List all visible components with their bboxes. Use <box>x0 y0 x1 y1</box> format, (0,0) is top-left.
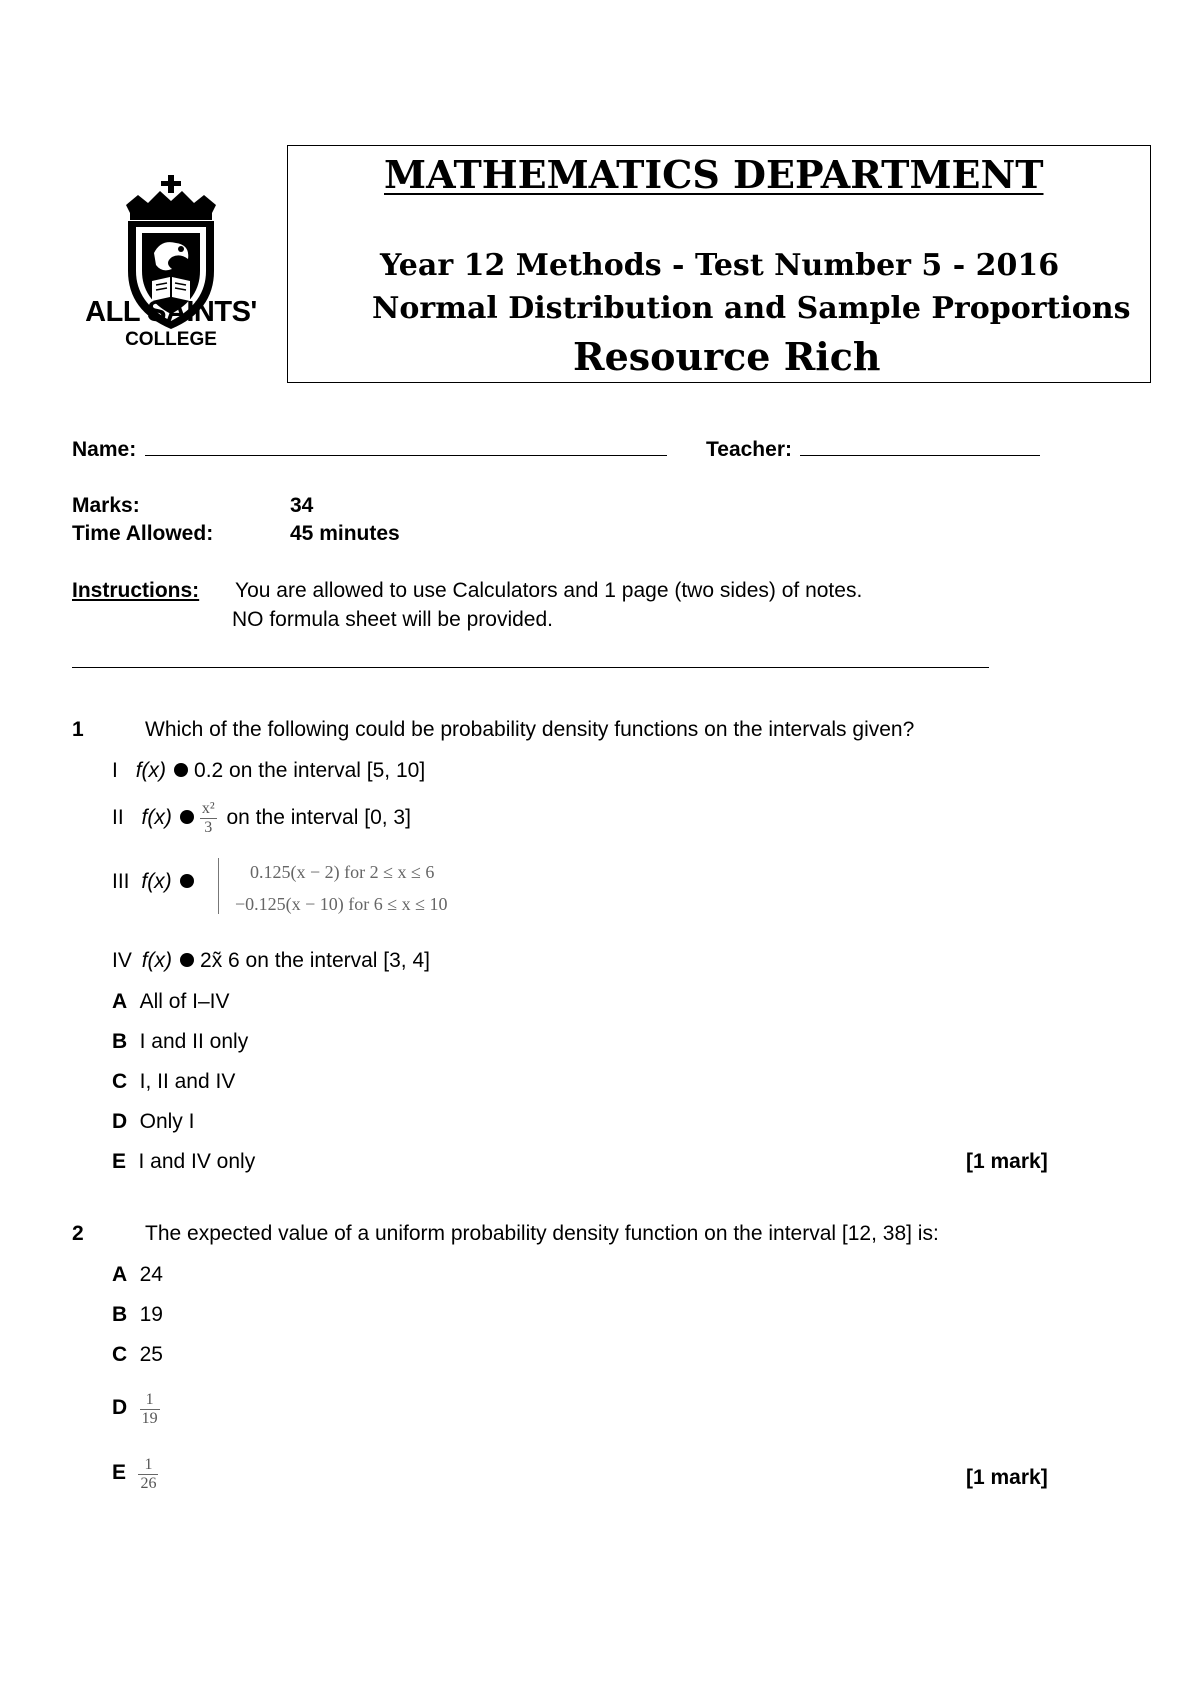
q1-item-roman: II <box>112 806 124 830</box>
q1-option-d[interactable] <box>112 1110 194 1134</box>
q2-option-c[interactable] <box>112 1343 163 1367</box>
teacher-field[interactable] <box>800 437 1040 456</box>
fraction-numerator: 1 <box>140 1391 160 1410</box>
bullet-icon <box>174 763 188 777</box>
time-label: Time Allowed: <box>72 522 214 545</box>
time-value: 45 minutes <box>290 522 400 545</box>
q1-item-fx: f(x) <box>141 870 172 893</box>
option-text: All of I–IV <box>139 990 230 1013</box>
q1-item-fx: f(x) <box>141 806 172 830</box>
topic-title: Normal Distribution and Sample Proportions <box>372 291 1131 326</box>
q2-option-d[interactable] <box>112 1390 160 1428</box>
option-text: I and II only <box>139 1030 249 1053</box>
name-row <box>72 437 667 462</box>
question-1-text: Which of the following could be probability density functions on the intervals given? <box>145 718 915 741</box>
instructions-line-2: NO formula sheet will be provided. <box>232 608 553 631</box>
piecewise-brace <box>218 858 227 914</box>
option-fraction <box>140 1391 160 1428</box>
fraction-numerator: 1 <box>138 1456 158 1475</box>
option-text: 19 <box>139 1303 163 1326</box>
fraction-denominator: 3 <box>204 819 213 836</box>
bullet-icon <box>180 810 194 824</box>
q2-option-b[interactable] <box>112 1303 163 1327</box>
q1-item-rest: on the interval [0, 3] <box>226 806 411 830</box>
q1-option-a[interactable] <box>112 990 230 1014</box>
q1-option-c[interactable] <box>112 1070 235 1094</box>
teacher-row <box>706 437 1040 462</box>
option-text: I, II and IV <box>139 1070 236 1093</box>
question-2-number: 2 <box>72 1222 84 1245</box>
q2-option-e[interactable] <box>112 1455 158 1493</box>
q1-marks: [1 mark] <box>966 1150 1048 1173</box>
option-text: Only I <box>139 1110 195 1133</box>
option-letter: A <box>112 990 128 1013</box>
section-divider <box>72 667 989 668</box>
q1-item-roman: III <box>112 870 130 893</box>
question-1-number: 1 <box>72 718 84 741</box>
marks-value: 34 <box>290 494 314 517</box>
fraction-numerator: x² <box>201 800 215 817</box>
test-title: Year 12 Methods - Test Number 5 - 2016 <box>380 248 1060 283</box>
option-text: 24 <box>139 1263 163 1286</box>
piecewise-line-2: −0.125(x − 10) for 6 ≤ x ≤ 10 <box>235 894 448 914</box>
instructions-line-1: You are allowed to use Calculators and 1 page (two sides) of notes. <box>235 579 863 602</box>
option-letter: E <box>112 1150 127 1173</box>
q1-option-e[interactable] <box>112 1150 255 1174</box>
q1-item-3 <box>112 870 200 894</box>
q1-item-1 <box>112 759 425 783</box>
option-letter: C <box>112 1070 128 1093</box>
q1-item-2 <box>112 800 411 837</box>
q1-option-b[interactable] <box>112 1030 248 1054</box>
q1-item-roman: IV <box>112 949 132 972</box>
fraction-denominator: 26 <box>140 1475 157 1493</box>
q1-item-fraction <box>200 800 217 837</box>
resource-title: Resource Rich <box>573 334 881 379</box>
department-title: MATHEMATICS DEPARTMENT <box>384 152 1044 197</box>
q1-item-roman: I <box>112 759 118 782</box>
option-letter: E <box>112 1461 127 1484</box>
option-fraction <box>138 1456 158 1493</box>
name-field[interactable] <box>145 437 667 456</box>
fraction-denominator: 19 <box>141 1410 158 1428</box>
marks-label: Marks: <box>72 494 140 517</box>
question-2-text: The expected value of a uniform probability density function on the interval [12, 38] is: <box>145 1222 939 1245</box>
option-letter: C <box>112 1343 128 1366</box>
option-text: I and IV only <box>138 1150 256 1173</box>
option-letter: A <box>112 1263 128 1286</box>
piecewise-line-1: 0.125(x − 2) for 2 ≤ x ≤ 6 <box>250 862 435 882</box>
q1-item-fx: f(x) <box>135 759 167 782</box>
bullet-icon <box>180 953 194 967</box>
teacher-label: Teacher: <box>706 438 792 461</box>
logo-school-name: ALL SAINTS' <box>85 296 257 328</box>
option-letter: B <box>112 1303 128 1326</box>
q1-item-rest: 0.2 on the interval [5, 10] <box>194 759 426 782</box>
bullet-icon <box>180 874 194 888</box>
option-letter: B <box>112 1030 128 1053</box>
q1-item-expr: 2x̃ 6 on the interval [3, 4] <box>200 949 430 972</box>
option-letter: D <box>112 1396 128 1419</box>
instructions-label: Instructions: <box>72 579 200 602</box>
name-label: Name: <box>72 438 137 461</box>
logo-school-subname: COLLEGE <box>125 329 217 350</box>
option-text: 25 <box>139 1343 163 1366</box>
option-letter: D <box>112 1110 128 1133</box>
q2-marks: [1 mark] <box>966 1466 1048 1489</box>
q2-option-a[interactable] <box>112 1263 163 1287</box>
q1-item-fx: f(x) <box>141 949 173 972</box>
q1-item-4 <box>112 949 430 973</box>
